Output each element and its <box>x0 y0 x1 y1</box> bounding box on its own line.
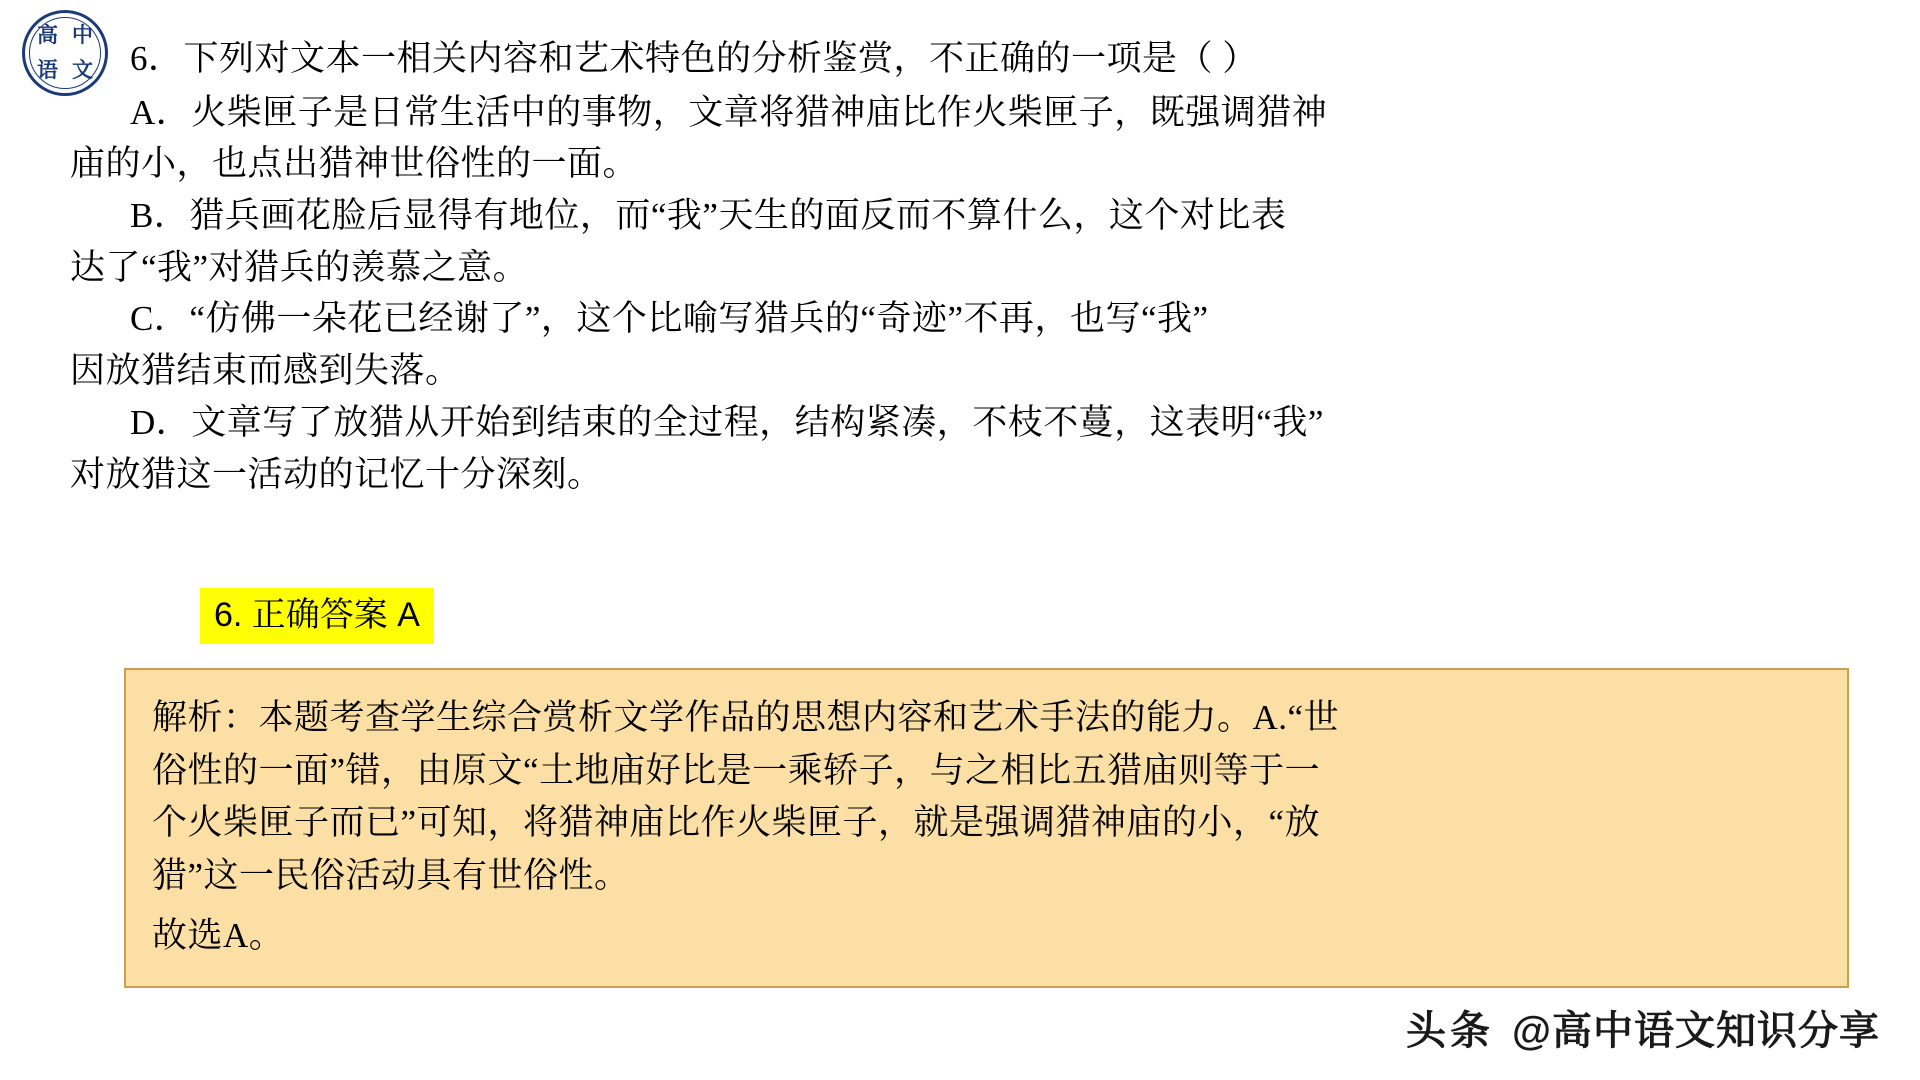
analysis-box <box>124 668 1849 988</box>
option-a-line2: 庙的小，也点出猎神世俗性的一面。 <box>70 144 639 184</box>
logo-char-1: 高 <box>37 23 58 47</box>
option-d-line1: D．文章写了放猎从开始到结束的全过程，结构紧凑，不枝不蔓，这表明“我” <box>130 402 1324 442</box>
analysis-line-3: 个火柴匣子而已”可知，将猎神庙比作火柴匣子，就是强调猎神庙的小，“放 <box>152 803 1321 842</box>
option-d-line2: 对放猎这一活动的记忆十分深刻。 <box>70 454 603 494</box>
option-b-line2: 达了“我”对猎兵的羡慕之意。 <box>70 247 529 287</box>
watermark-brand: 头条 <box>1405 1009 1494 1053</box>
analysis-line-1: 解析：本题考查学生综合赏析文学作品的思想内容和艺术手法的能力。A.“世 <box>152 698 1340 737</box>
question-block <box>70 34 1860 501</box>
logo-char-4: 文 <box>72 58 93 82</box>
page-right-edge <box>1912 0 1920 1080</box>
option-a-line1: A．火柴匣子是日常生活中的事物，文章将猎神庙比作火柴匣子，既强调猎神 <box>130 92 1328 132</box>
watermark-account: @高中语文知识分享 <box>1511 1009 1880 1053</box>
logo-char-2: 中 <box>72 23 93 47</box>
analysis-line-2: 俗性的一面”错，由原文“土地庙好比是一乘轿子，与之相比五猎庙则等于一 <box>152 750 1321 790</box>
option-c-line1: C．“仿佛一朵花已经谢了”，这个比喻写猎兵的“奇迹”不再，也写“我” <box>130 299 1209 339</box>
logo-char-3: 语 <box>37 58 58 82</box>
correct-answer-highlight: 6. 正确答案 A <box>200 588 434 644</box>
option-b-line1: B．猎兵画花脸后显得有地位，而“我”天生的面反而不算什么，这个对比表 <box>130 196 1287 236</box>
watermark <box>1406 999 1880 1056</box>
option-c-line2: 因放猎结束而感到失落。 <box>70 351 461 391</box>
analysis-line-4: 猎”这一民俗活动具有世俗性。 <box>152 855 630 895</box>
question-stem: 6．下列对文本一相关内容和艺术特色的分析鉴赏，不正确的一项是（ ） <box>130 39 1258 78</box>
analysis-conclusion: 故选A。 <box>152 916 285 955</box>
